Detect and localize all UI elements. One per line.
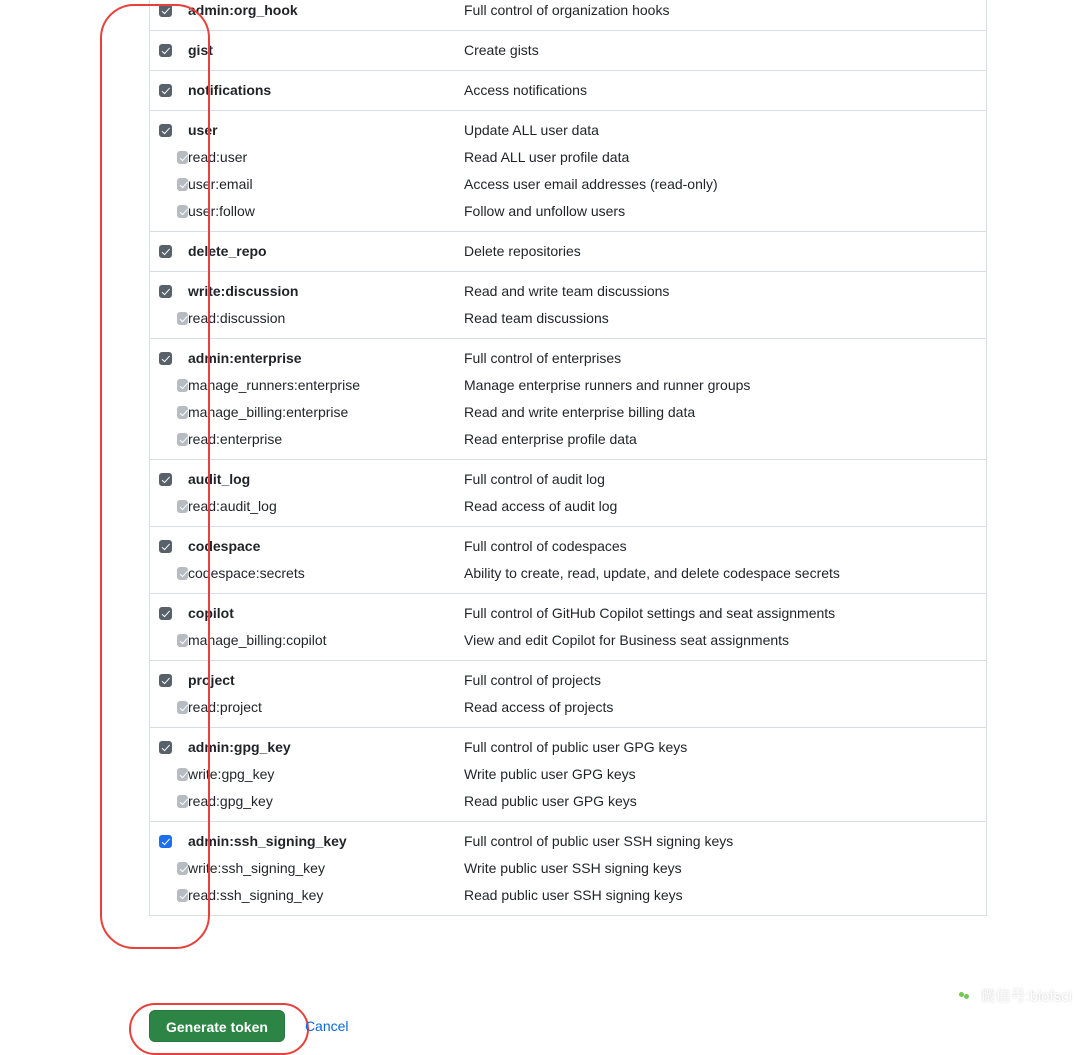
scope-group [150, 71, 986, 111]
scope-group [150, 31, 986, 71]
checkbox-icon[interactable] [159, 473, 172, 486]
scope-row[interactable] [150, 828, 986, 855]
scope-row[interactable] [150, 345, 986, 372]
scope-row[interactable] [150, 305, 986, 332]
cancel-link[interactable]: Cancel [304, 1018, 349, 1034]
scope-description: Create gists [464, 42, 539, 58]
scope-description: View and edit Copilot for Business seat assignments [464, 632, 790, 648]
scope-description: Read and write enterprise billing data [464, 404, 696, 420]
scope-description: Full control of audit log [464, 471, 605, 487]
checkbox-icon[interactable] [177, 862, 188, 875]
scope-name: admin:enterprise [188, 350, 302, 366]
scope-checkbox-cell[interactable] [150, 761, 188, 788]
checkbox-icon[interactable] [177, 634, 188, 647]
scope-description: Follow and unfollow users [464, 203, 626, 219]
scope-description: Full control of organization hooks [464, 2, 670, 18]
scope-name: admin:org_hook [188, 2, 298, 18]
watermark-text: 微信号:biofsci [980, 988, 1072, 1005]
scope-checkbox-cell[interactable] [150, 77, 188, 104]
scope-checkbox-cell[interactable] [150, 627, 188, 654]
scope-group [150, 0, 986, 31]
scope-row[interactable] [150, 533, 986, 560]
scope-row[interactable] [150, 882, 986, 909]
scope-row[interactable] [150, 734, 986, 761]
scope-name: delete_repo [188, 243, 267, 259]
scope-checkbox-cell[interactable] [150, 667, 188, 694]
scope-checkbox-cell[interactable] [150, 399, 188, 426]
scope-row[interactable] [150, 855, 986, 882]
scope-description: Read and write team discussions [464, 283, 670, 299]
wechat-icon [955, 988, 974, 1004]
scope-description: Read access of audit log [464, 498, 618, 514]
scope-description: Read public user SSH signing keys [464, 887, 683, 903]
scope-row[interactable] [150, 399, 986, 426]
scope-description: Read access of projects [464, 699, 614, 715]
scope-name: read:enterprise [188, 431, 283, 447]
scope-checkbox-cell[interactable] [150, 117, 188, 144]
scope-description: Full control of GitHub Copilot settings and seat assignments [464, 605, 836, 621]
form-footer [149, 1010, 349, 1042]
scope-checkbox-cell[interactable] [150, 493, 188, 520]
checkbox-icon[interactable] [159, 835, 172, 848]
scope-checkbox-cell[interactable] [150, 788, 188, 815]
scope-description: Update ALL user data [464, 122, 599, 138]
checkbox-icon[interactable] [159, 674, 172, 687]
scope-name: manage_billing:enterprise [188, 404, 349, 420]
scope-checkbox-cell[interactable] [150, 855, 188, 882]
scope-row[interactable] [150, 694, 986, 721]
scope-description: Full control of public user GPG keys [464, 739, 688, 755]
scope-group [150, 339, 986, 460]
scope-name: read:project [188, 699, 262, 715]
scope-description: Access user email addresses (read-only) [464, 176, 718, 192]
scope-name: notifications [188, 82, 272, 98]
checkbox-icon[interactable] [177, 768, 188, 781]
checkbox-icon[interactable] [177, 500, 188, 513]
scope-description: Read enterprise profile data [464, 431, 637, 447]
scope-description: Write public user GPG keys [464, 766, 636, 782]
scope-description: Ability to create, read, update, and delete codespace secrets [464, 565, 840, 581]
checkbox-icon[interactable] [177, 379, 188, 392]
scope-name: project [188, 672, 235, 688]
scopes-table [149, 0, 987, 916]
scope-description: Access notifications [464, 82, 587, 98]
generate-token-button[interactable]: Generate token [149, 1010, 285, 1042]
scope-description: Manage enterprise runners and runner groups [464, 377, 751, 393]
scope-description: Full control of projects [464, 672, 601, 688]
checkbox-icon[interactable] [159, 124, 172, 137]
scope-checkbox-cell[interactable] [150, 238, 188, 265]
scope-group [150, 594, 986, 661]
scope-name: manage_runners:enterprise [188, 377, 360, 393]
scope-row[interactable] [150, 493, 986, 520]
scope-group [150, 527, 986, 594]
checkbox-icon[interactable] [159, 352, 172, 365]
scope-checkbox-cell[interactable] [150, 0, 188, 24]
scope-checkbox-cell[interactable] [150, 345, 188, 372]
scope-checkbox-cell[interactable] [150, 694, 188, 721]
scope-description: Read ALL user profile data [464, 149, 630, 165]
checkbox-icon[interactable] [159, 44, 172, 57]
scope-row[interactable] [150, 372, 986, 399]
scope-group [150, 728, 986, 822]
scope-name: audit_log [188, 471, 251, 487]
scope-name: admin:gpg_key [188, 739, 291, 755]
scope-description: Write public user SSH signing keys [464, 860, 682, 876]
scope-row[interactable] [150, 667, 986, 694]
scope-row[interactable] [150, 198, 986, 225]
scope-name: read:discussion [188, 310, 286, 326]
scope-name: copilot [188, 605, 234, 621]
scope-checkbox-cell[interactable] [150, 198, 188, 225]
scope-description: Delete repositories [464, 243, 581, 259]
checkbox-icon[interactable] [177, 178, 188, 191]
scope-row[interactable] [150, 37, 986, 64]
scope-name: user:follow [188, 203, 255, 219]
scope-name: write:discussion [188, 283, 299, 299]
scope-group [150, 111, 986, 232]
scope-checkbox-cell[interactable] [150, 466, 188, 493]
checkbox-icon[interactable] [159, 741, 172, 754]
checkbox-icon[interactable] [177, 701, 188, 714]
scope-name: read:user [188, 149, 248, 165]
scope-description: Read team discussions [464, 310, 609, 326]
checkbox-icon[interactable] [159, 285, 172, 298]
scope-description: Full control of codespaces [464, 538, 627, 554]
scope-description: Read public user GPG keys [464, 793, 637, 809]
scope-name: write:gpg_key [188, 766, 275, 782]
checkbox-icon[interactable] [177, 889, 188, 902]
checkbox-icon[interactable] [177, 312, 188, 325]
scope-checkbox-cell[interactable] [150, 600, 188, 627]
scope-description: Full control of enterprises [464, 350, 622, 366]
scope-row[interactable] [150, 761, 986, 788]
watermark [955, 985, 1072, 1006]
scope-checkbox-cell[interactable] [150, 171, 188, 198]
scope-row[interactable] [150, 426, 986, 453]
scope-description: Full control of public user SSH signing keys [464, 833, 734, 849]
checkbox-icon[interactable] [159, 245, 172, 258]
checkbox-icon[interactable] [159, 84, 172, 97]
scope-checkbox-cell[interactable] [150, 372, 188, 399]
scope-row[interactable] [150, 278, 986, 305]
checkbox-icon[interactable] [159, 607, 172, 620]
scope-checkbox-cell[interactable] [150, 560, 188, 587]
scope-name: manage_billing:copilot [188, 632, 327, 648]
scope-group [150, 661, 986, 728]
scope-name: read:ssh_signing_key [188, 887, 324, 903]
scope-group [150, 272, 986, 339]
scope-row[interactable] [150, 0, 986, 24]
scope-checkbox-cell[interactable] [150, 144, 188, 171]
scope-name: read:gpg_key [188, 793, 273, 809]
scope-group [150, 822, 986, 916]
scope-row[interactable] [150, 466, 986, 493]
scope-group [150, 232, 986, 272]
checkbox-icon[interactable] [177, 433, 188, 446]
scope-name: codespace [188, 538, 261, 554]
scope-name: codespace:secrets [188, 565, 305, 581]
scope-checkbox-cell[interactable] [150, 882, 188, 909]
scope-row[interactable] [150, 77, 986, 104]
scope-checkbox-cell[interactable] [150, 426, 188, 453]
scope-row[interactable] [150, 238, 986, 265]
scope-row[interactable] [150, 171, 986, 198]
scope-name: gist [188, 42, 213, 58]
scope-checkbox-cell[interactable] [150, 828, 188, 855]
scope-name: read:audit_log [188, 498, 277, 514]
scope-checkbox-cell[interactable] [150, 533, 188, 560]
checkbox-icon[interactable] [159, 4, 172, 17]
scope-row[interactable] [150, 560, 986, 587]
scope-row[interactable] [150, 627, 986, 654]
scope-name: write:ssh_signing_key [188, 860, 325, 876]
scope-name: user [188, 122, 218, 138]
scope-name: user:email [188, 176, 253, 192]
scope-checkbox-cell[interactable] [150, 305, 188, 332]
scope-row[interactable] [150, 117, 986, 144]
checkbox-icon[interactable] [177, 406, 188, 419]
scope-group [150, 460, 986, 527]
checkbox-icon[interactable] [177, 151, 188, 164]
scope-row[interactable] [150, 788, 986, 815]
checkbox-icon[interactable] [177, 795, 188, 808]
scope-checkbox-cell[interactable] [150, 278, 188, 305]
scope-row[interactable] [150, 144, 986, 171]
scope-checkbox-cell[interactable] [150, 37, 188, 64]
scope-checkbox-cell[interactable] [150, 734, 188, 761]
checkbox-icon[interactable] [177, 205, 188, 218]
scope-row[interactable] [150, 600, 986, 627]
checkbox-icon[interactable] [159, 540, 172, 553]
checkbox-icon[interactable] [177, 567, 188, 580]
scope-name: admin:ssh_signing_key [188, 833, 347, 849]
